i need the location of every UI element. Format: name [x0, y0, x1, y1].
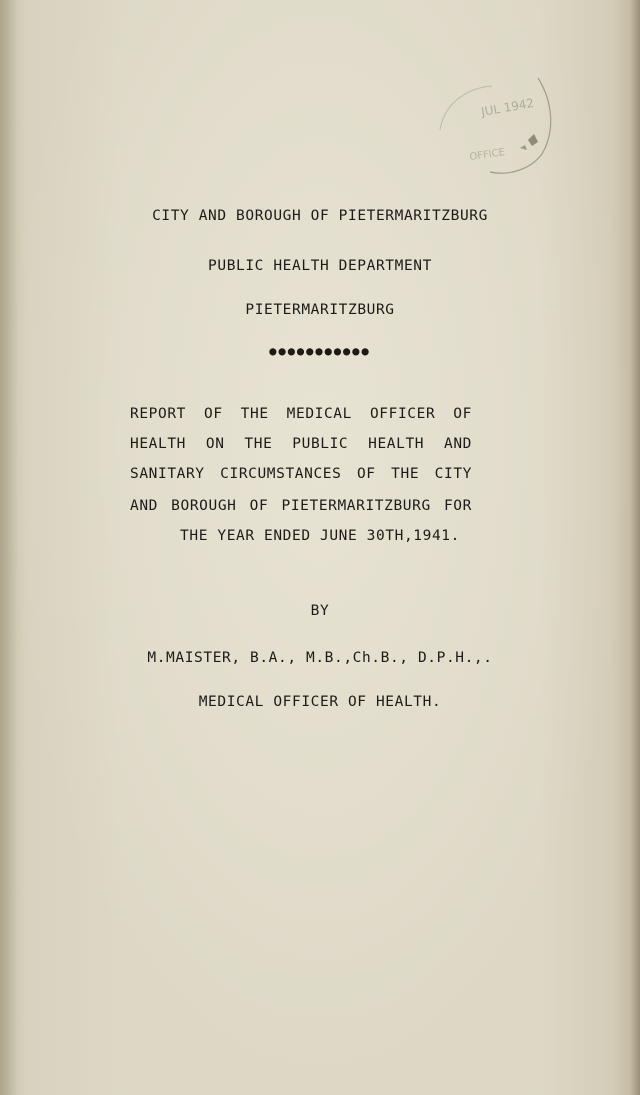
title-word: CITY: [434, 466, 472, 482]
author-credentials: M.MAISTER, B.A., M.B.,Ch.B., D.P.H.,.: [147, 650, 493, 666]
author-role: MEDICAL OFFICER OF HEALTH.: [198, 694, 442, 710]
stamp-office-text: OFFICE: [468, 147, 506, 163]
title-row-4: [130, 498, 472, 514]
header-city-borough: CITY AND BOROUGH OF PIETERMARITZBURG: [152, 208, 488, 224]
title-word: THE: [244, 436, 273, 452]
title-word: ON: [205, 436, 225, 452]
title-word: FOR: [443, 498, 472, 514]
title-row-1: [130, 406, 472, 422]
page-left-shadow: [0, 0, 18, 1095]
title-word: BOROUGH: [171, 498, 237, 514]
title-last-line: THE YEAR ENDED JUNE 30TH,1941.: [180, 528, 460, 544]
title-word: THE: [391, 466, 420, 482]
title-word: OF: [453, 406, 472, 422]
title-word: SANITARY: [130, 466, 205, 482]
title-word: MEDICAL: [286, 406, 352, 422]
title-word: OF: [356, 466, 376, 482]
title-word: AND: [130, 498, 158, 514]
title-word: THE: [240, 406, 269, 422]
header-department: PUBLIC HEALTH DEPARTMENT: [208, 258, 432, 274]
page-right-shadow: [630, 0, 640, 1095]
title-word: HEALTH: [130, 436, 186, 452]
received-stamp: [420, 70, 560, 180]
title-word: HEALTH: [368, 436, 425, 452]
by-label: BY: [310, 603, 330, 619]
title-word: AND: [444, 436, 472, 452]
title-word: OF: [249, 498, 269, 514]
title-word: OF: [203, 406, 223, 422]
title-word: CIRCUMSTANCES: [220, 466, 342, 482]
title-row-2: [130, 436, 472, 452]
header-separator-dots: ●●●●●●●●●●●: [269, 344, 371, 358]
title-word: REPORT: [130, 406, 186, 422]
stamp-date-text: JUL 1942: [480, 95, 536, 119]
title-row-3: [130, 466, 472, 482]
title-word: OFFICER: [369, 406, 436, 422]
header-city: PIETERMARITZBURG: [245, 302, 395, 318]
title-word: PUBLIC: [292, 436, 349, 452]
title-word: PIETERMARITZBURG: [281, 498, 431, 514]
